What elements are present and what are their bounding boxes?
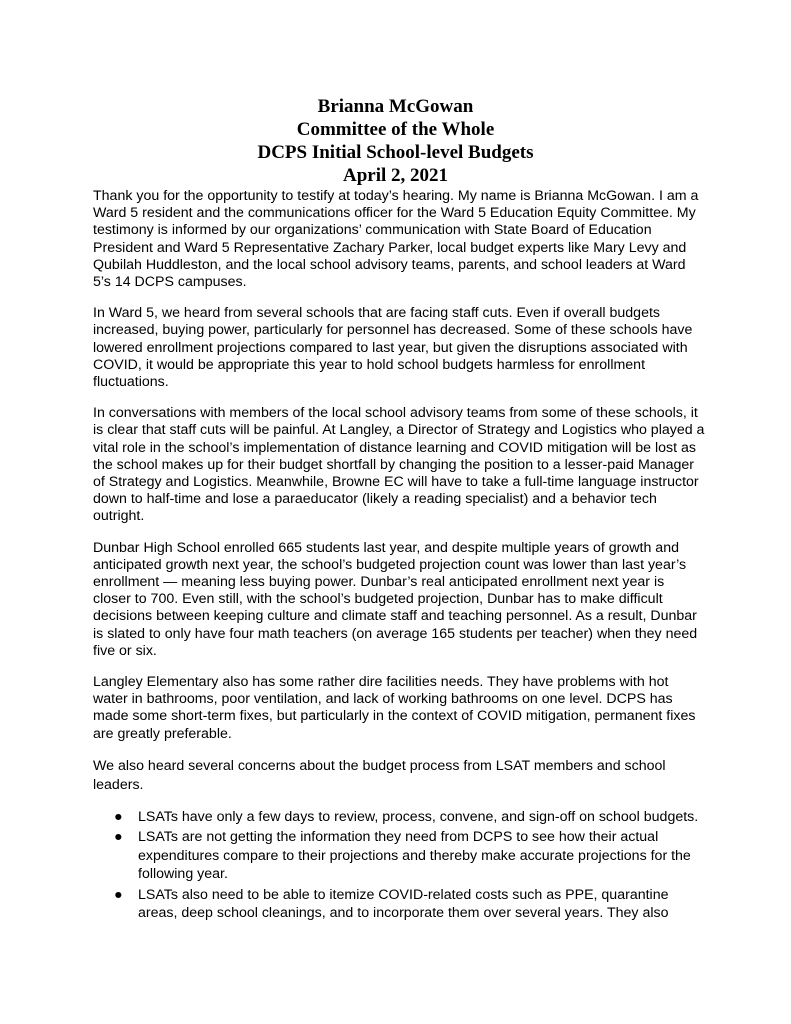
paragraph-budget-concerns: We also heard several concerns about the budget process from LSAT members and school leaders.: [93, 757, 666, 794]
list-item: [93, 886, 705, 923]
paragraph-staff-cuts: In Ward 5, we heard from several schools that are facing staff cuts. Even if overall budgets increased, buying power, particularly for personnel has decreased. Some of these schools have lowered enrollment projections compared to last year, but given the disruptions associated with COVID, it would be appropriate this year to hold school budgets harmless for enrollment fluctuations.: [93, 305, 693, 391]
committee-name: Committee of the Whole: [296, 119, 495, 140]
bullet-icon: ●: [114, 808, 123, 825]
list-item: [93, 808, 705, 827]
bullet-icon: ●: [114, 829, 123, 846]
list-item-text: LSATs are not getting the information they need from DCPS to see how their actual expenditures compare to their projections and thereby make accurate projections for the following year.: [138, 829, 691, 883]
paragraph-intro: Thank you for the opportunity to testify at today’s hearing. My name is Brianna McGowan. I am a Ward 5 resident and the communications officer for the Ward 5 Education Equity Committee. My testimony is informed by our organizations’ communication with State Board of Education President and Ward 5 Representative Zachary Parker, local budget experts like Mary Levy and Qubilah Huddleston, and the local school advisory teams, parents, and school leaders at Ward 5’s 14 DCPS campuses.: [93, 188, 699, 291]
paragraph-langley-facilities: Langley Elementary also has some rather dire facilities needs. They have problems with hot water in bathrooms, poor ventilation, and lack of working bathrooms on one level. DCPS has made some short-term fixes, but particularly in the context of COVID mitigation, permanent fixes are greatly preferable.: [93, 674, 696, 742]
document-header: [0, 95, 791, 187]
bullet-icon: ●: [114, 886, 123, 903]
hearing-subject: DCPS Initial School-level Budgets: [257, 142, 534, 163]
list-item-text: LSATs also need to be able to itemize COVID-related costs such as PPE, quarantine areas, deep school cleanings, and to incorporate them over several years. They also: [138, 886, 669, 922]
list-item: [93, 828, 705, 884]
paragraph-dunbar: Dunbar High School enrolled 665 students last year, and despite multiple years of growth and anticipated growth next year, the school’s budgeted projection count was lower than last year’s enrollment — meaning less buying power. Dunbar’s real anticipated enrollment next year is closer to 700. Even still, with the school’s budgeted projection, Dunbar has to make difficult decisions between keeping culture and climate staff and teaching personnel. As a result, Dunbar is slated to only have four math teachers (on average 165 students per teacher) when they need five or six.: [93, 539, 698, 659]
author-name: Brianna McGowan: [317, 96, 474, 117]
testimony-date: April 2, 2021: [342, 165, 449, 186]
list-item-text: LSATs have only a few days to review, process, convene, and sign-off on school budgets.: [138, 808, 699, 825]
concerns-list: [93, 808, 705, 923]
paragraph-lsat-conversations: In conversations with members of the local school advisory teams from some of these schools, it is clear that staff cuts will be painful. At Langley, a Director of Strategy and Logistics who played a vital role in the school’s implementation of distance learning and COVID mitigation will be lost as the school makes up for their budget shortfall by changing the position to a lesser-paid Manager of Strategy and Logistics. Meanwhile, Browne EC will have to take a full-time language instructor down to half-time and lose a paraeducator (likely a reading specialist) and a behavior tech outright.: [93, 405, 705, 525]
testimony-body: [93, 188, 705, 925]
